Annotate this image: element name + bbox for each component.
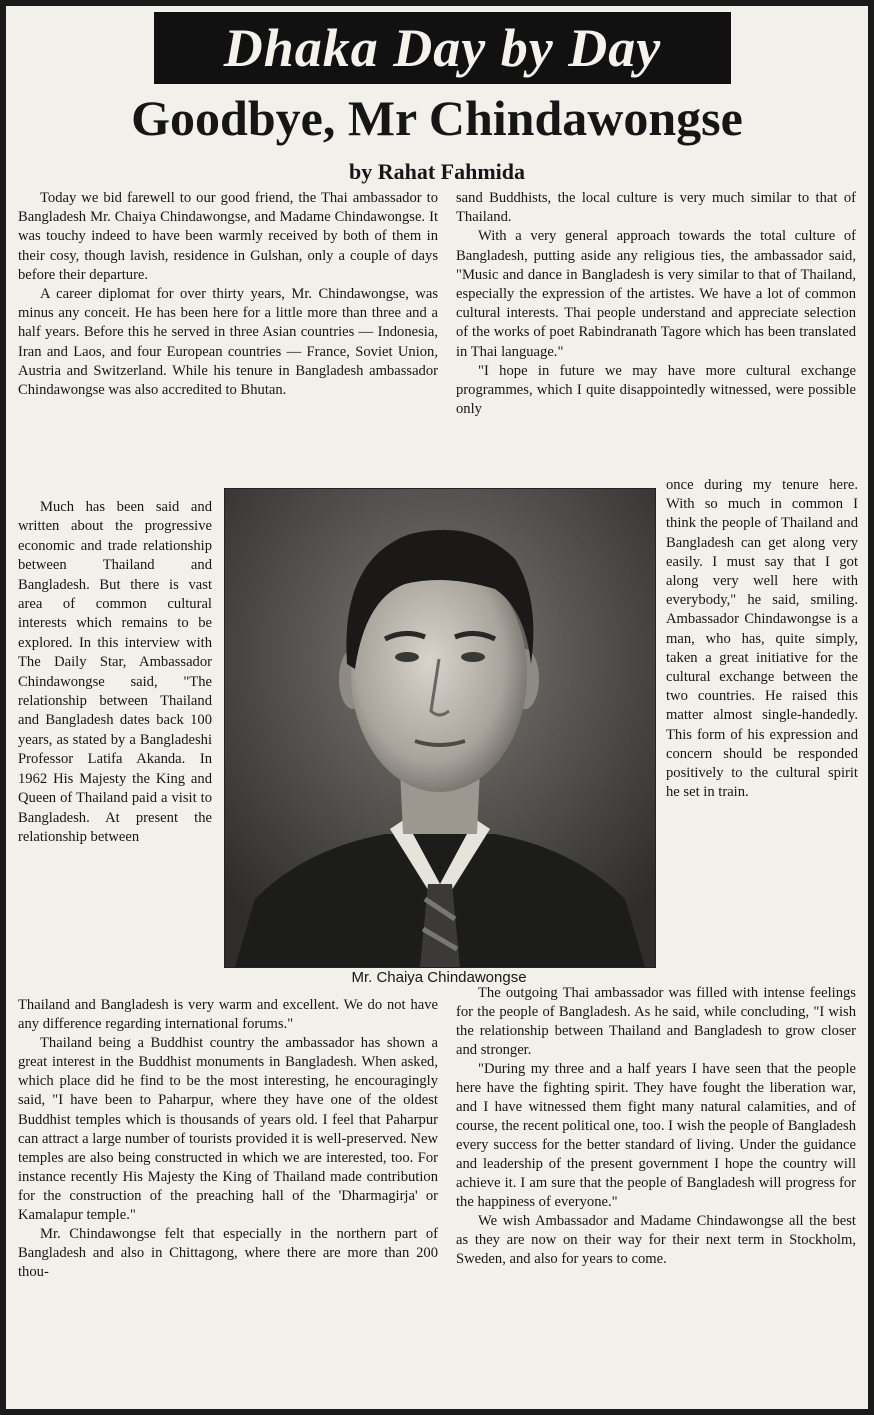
paragraph: Today we bid farewell to our good friend, the Thai ambassador to Bangladesh Mr. Chaiya Chindawongse, and Madame Chindawongse. It was touchy indeed to have been warmly received by both of them in their cosy, though lavish, residence in Gulshan, only a couple of days before their departure. xyxy=(18,190,438,283)
paragraph: sand Buddhists, the local culture is very much similar to that of Thailand. xyxy=(456,190,856,226)
paragraph: Mr. Chindawongse felt that especially in the northern part of Bangladesh and also in Chittagong, where there are more than 200 thou- xyxy=(18,1226,438,1281)
paragraph: Thailand and Bangladesh is very warm and excellent. We do not have any difference regarding international forums." xyxy=(18,997,438,1033)
paragraph: "During my three and a half years I have seen that the people here have the fighting spirit. They have fought the liberation war, and I have witnessed them fight many natural calamities, and of course, the recent political one, too. I wish the people of Bangladesh every success for the better standard of living. Under the guidance and leadership of the present government I hope the country will achieve it. I am sure that the people of Bangladesh will progress for the happiness of everyone." xyxy=(456,1061,856,1210)
section-banner: Dhaka Day by Day xyxy=(154,12,731,84)
left-column-narrow xyxy=(18,498,212,847)
paragraph: The outgoing Thai ambassador was filled with intense feelings for the people of Bangladesh. As he said, while concluding, "I wish the relationship between Thailand and Bangladesh to grow closer and stronger. xyxy=(456,985,856,1058)
left-column-top xyxy=(18,189,438,400)
paragraph: "I hope in future we may have more cultural exchange programmes, which I quite disappointedly witnessed, were possible only xyxy=(456,362,856,418)
paragraph: We wish Ambassador and Madame Chindawongse all the best as they are now on their way for their next term in Stockholm, Sweden, and also for years to come. xyxy=(456,1213,856,1267)
newspaper-page xyxy=(6,6,868,1409)
portrait-photo xyxy=(224,488,656,968)
byline: by Rahat Fahmida xyxy=(348,159,526,184)
photo-caption: Mr. Chaiya Chindawongse xyxy=(351,969,527,986)
left-column-bottom xyxy=(18,996,438,1282)
paragraph: Thailand being a Buddhist country the ambassador has shown a great interest in the Buddhist monuments in Bangladesh. When asked, which place did he find to be the most interesting, he encouragingly said, "I have been to Paharpur, where they have one of the oldest Buddhist temples which is thousands of years old. I feel that Paharpur can attract a large number of tourists provided it is well-preserved. New temples are also being constructed in which we are interested, too. For instance recently His Majesty the King of Thailand made contribution for the construction of the preaching hall of the 'Dharmagirja' or Kamalapur temple." xyxy=(18,1035,438,1224)
right-column-bottom xyxy=(456,984,856,1269)
paragraph: With a very general approach towards the total culture of Bangladesh, putting aside any religious ties, the ambassador said, "Music and dance in Bangladesh is very similar to that of Thailand, especially the expression of the artistes. We have a lot of common cultural interests. Thai people understand and appreciate selection of the works of poet Rabindranath Tagore which has been translated in Thai language." xyxy=(456,228,856,360)
paragraph: A career diplomat for over thirty years, Mr. Chindawongse, was minus any conceit. He has been here for a little more than three and a half years. Before this he served in three Asian countries — Indonesia, Iran and Laos, and four European countries — France, Soviet Union, Austria and Switzerland. While his tenure in Bangladesh ambassador Chindawongse was also accredited to Bhutan. xyxy=(18,286,438,399)
right-column-narrow xyxy=(666,476,858,802)
headline: Goodbye, Mr Chindawongse xyxy=(131,90,743,146)
portrait-image xyxy=(225,489,655,967)
right-column-top xyxy=(456,189,856,419)
paragraph: once during my tenure here. With so much in common I think the people of Thailand and Bangladesh can get along very easily. I must say that I got along very well here with everybody," he said, smiling. Ambassador Chindawongse is a man, who has, quite simply, taken a great initiative for the cultural exchange between the two countries. He raised this matter almost single-handedly. This form of his expression and concern should be responded positively to the cultural spirit he set in train. xyxy=(666,477,858,801)
paragraph: Much has been said and written about the progressive economic and trade relationship between Thailand and Bangladesh. But there is vast area of common cultural interests which remains to be explored. In this interview with The Daily Star, Ambassador Chindawongse said, "The relationship between Thailand and Bangladesh dates back 100 years, as stated by a Bangladeshi Professor Latifa Akanda. In 1962 His Majesty the King and Queen of Thailand paid a visit to Bangladesh. At present the relationship between xyxy=(18,499,212,845)
